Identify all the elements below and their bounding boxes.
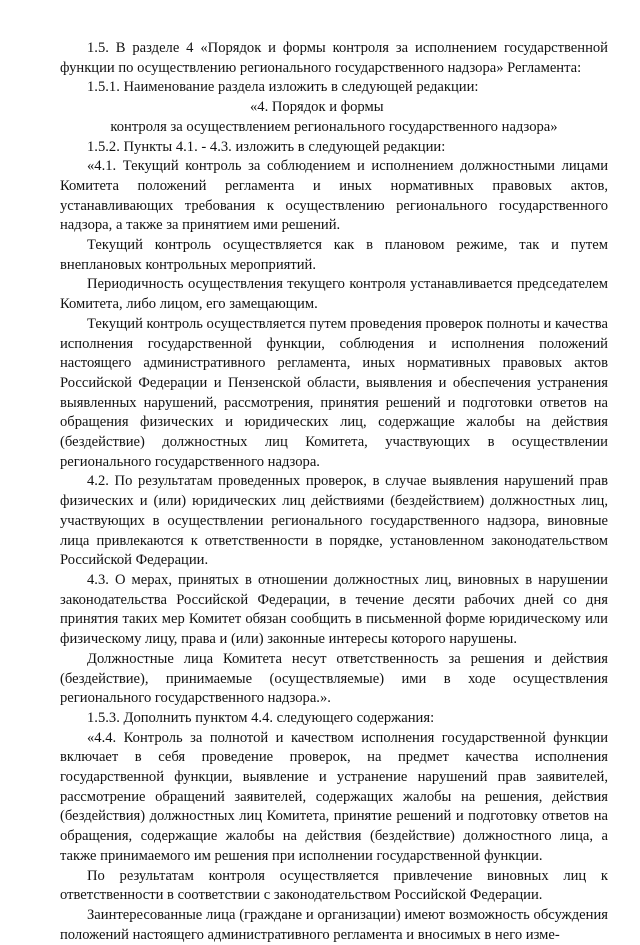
- paragraph-control-results: По результатам контроля осуществляется привлечение виновных лиц к ответственности в соответствии с законодательством Российской Федерации.: [60, 867, 608, 904]
- paragraph-section-1-5: 1.5. В разделе 4 «Порядок и формы контроля за исполнением государственной функции по осуществлению регионального государственного надзора» Регламента:: [60, 40, 608, 76]
- paragraph-4-2: 4.2. По результатам проведенных проверок, в случае выявления нарушений прав физических и (или) юридических лиц действиями (бездействием) должностных лиц, участвующих в осуществлении регионального государственного надзора, виновные лица привлекаются к ответственности в порядке, установленном законодательством Российской Федерации.: [60, 473, 608, 569]
- paragraph-4-1: «4.1. Текущий контроль за соблюдением и исполнением должностными лицами Комитета положений регламента и иных нормативных правовых актов, устанавливающих требования к осуществлению регионального государственного надзора, а также за принятием ими решений.: [60, 158, 608, 234]
- paragraph-1-5-3: 1.5.3. Дополнить пунктом 4.4. следующего содержания:: [87, 709, 435, 726]
- paragraph-1-5-1: 1.5.1. Наименование раздела изложить в следующей редакции:: [87, 79, 479, 96]
- paragraph-4-3: 4.3. О мерах, принятых в отношении должностных лиц, виновных в нарушении законодательства Российской Федерации, в течение десяти рабочих дней со дня принятия таких мер Комитет обязан сообщить в письменной форме юридическому или физическому лицу, права и (или) законные интересы которого нарушены.: [60, 571, 608, 648]
- document-body: [60, 39, 608, 945]
- paragraph-periodicity: Периодичность осуществления текущего контроля устанавливается председателем Комитета, либо лицом, его замещающим.: [60, 276, 608, 313]
- paragraph-interested-persons: Заинтересованные лица (граждане и организации) имеют возможность обсуждения положений настоящего административного регламента и вносимых в него изме-: [60, 906, 608, 943]
- paragraph-control-method: Текущий контроль осуществляется путем проведения проверок полноты и качества исполнения государственной функции, соблюдения и исполнения положений настоящего административного регламента, иных нормативных правовых актов Российской Федерации и Пензенской области, выявления и обеспечения устранения выявленных нарушений, рассмотрения, принятия решений и подготовки ответов на обращения физических и юридических лиц, содержащие жалобы на действия (бездействие) должностных лиц Комитета, участвующих в осуществлении регионального государственного надзора.: [60, 315, 608, 470]
- paragraph-4-4: «4.4. Контроль за полнотой и качеством исполнения государственной функции включает в себя проведение проверок, на предмет качества исполнения государственной функции, выявление и устранение нарушений прав заявителей, рассмотрение обращений заявителей, содержащих жалобы на решения, действия (бездействия) должностных лиц Комитета, принятие решений и подготовку ответов на обращения, содержащие жалобы на действия (бездействие) должностного лица, а также принимаемого им решения при исполнении государственной функции.: [60, 729, 608, 864]
- section-heading-line-2: контроля за осуществлением регионального государственного надзора»: [110, 118, 558, 135]
- paragraph-officials-responsibility: Должностные лица Комитета несут ответственность за решения и действия (бездействие), принимаемые (осуществляемые) ими в ходе осуществления регионального государственного надзора.».: [60, 650, 608, 707]
- paragraph-1-5-2: 1.5.2. Пункты 4.1. - 4.3. изложить в следующей редакции:: [87, 138, 446, 155]
- paragraph-current-control-mode: Текущий контроль осуществляется как в плановом режиме, так и путем внеплановых контрольных мероприятий.: [60, 237, 608, 273]
- section-heading-line-1: «4. Порядок и формы: [250, 99, 384, 116]
